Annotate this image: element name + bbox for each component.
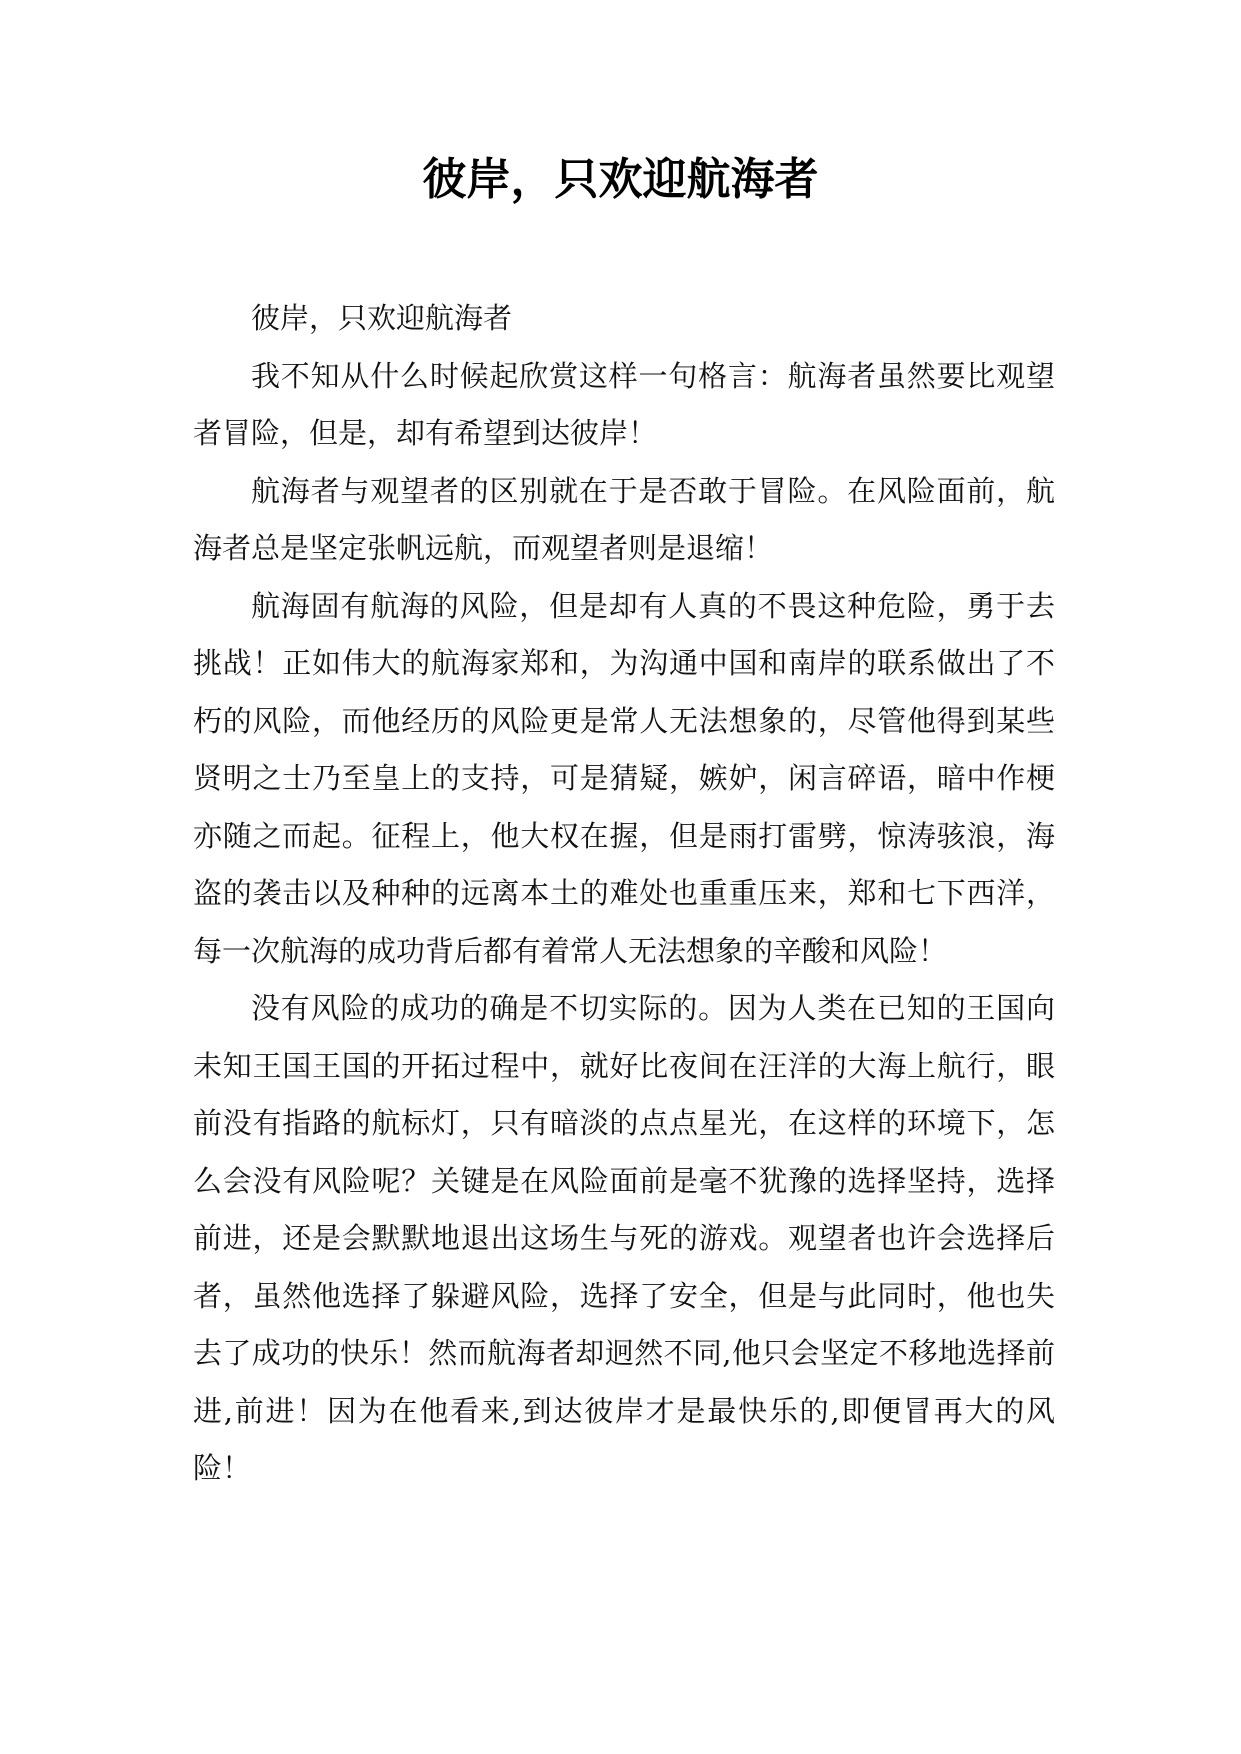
document-title: 彼岸，只欢迎航海者 xyxy=(422,154,819,205)
paragraph-subtitle: 彼岸，只欢迎航海者 xyxy=(251,301,513,335)
paragraph-maxim: 我不知从什么时候起欣赏这样一句格言：航海者虽然要比观望者冒险，但是，却有希望到达彼岸！ xyxy=(193,358,1055,450)
paragraph-difference: 航海者与观望者的区别就在于是否敢于冒险。在风险面前，航海者总是坚定张帆远航，而观望者则是退缩！ xyxy=(193,473,1055,565)
paragraph-zheng-he: 航海固有航海的风险，但是却有人真的不畏这种危险，勇于去挑战！正如伟大的航海家郑和，为沟通中国和南岸的联系做出了不朽的风险，而他经历的风险更是常人无法想象的，尽管他得到某些贤明之士乃至皇上的支持，可是猜疑，嫉妒，闲言碎语，暗中作梗亦随之而起。征程上，他大权在握，但是雨打雷劈，惊涛骇浪，海盗的袭击以及种种的远离本土的难处也重重压来，郑和七下西洋，每一次航海的成功背后都有着常人无法想象的辛酸和风险！ xyxy=(193,588,1055,968)
document-body xyxy=(193,290,1055,1498)
paragraph-conclusion: 没有风险的成功的确是不切实际的。因为人类在已知的王国向未知王国王国的开拓过程中，就好比夜间在汪洋的大海上航行，眼前没有指路的航标灯，只有暗淡的点点星光，在这样的环境下，怎么会没有风险呢？关键是在风险面前是毫不犹豫的选择坚持，选择前进，还是会默默地退出这场生与死的游戏。观望者也许会选择后者，虽然他选择了躲避风险，选择了安全，但是与此同时，他也失去了成功的快乐！然而航海者却迥然不同,他只会坚定不移地选择前进,前进！因为在他看来,到达彼岸才是最快乐的,即便冒再大的风险！ xyxy=(193,991,1055,1485)
